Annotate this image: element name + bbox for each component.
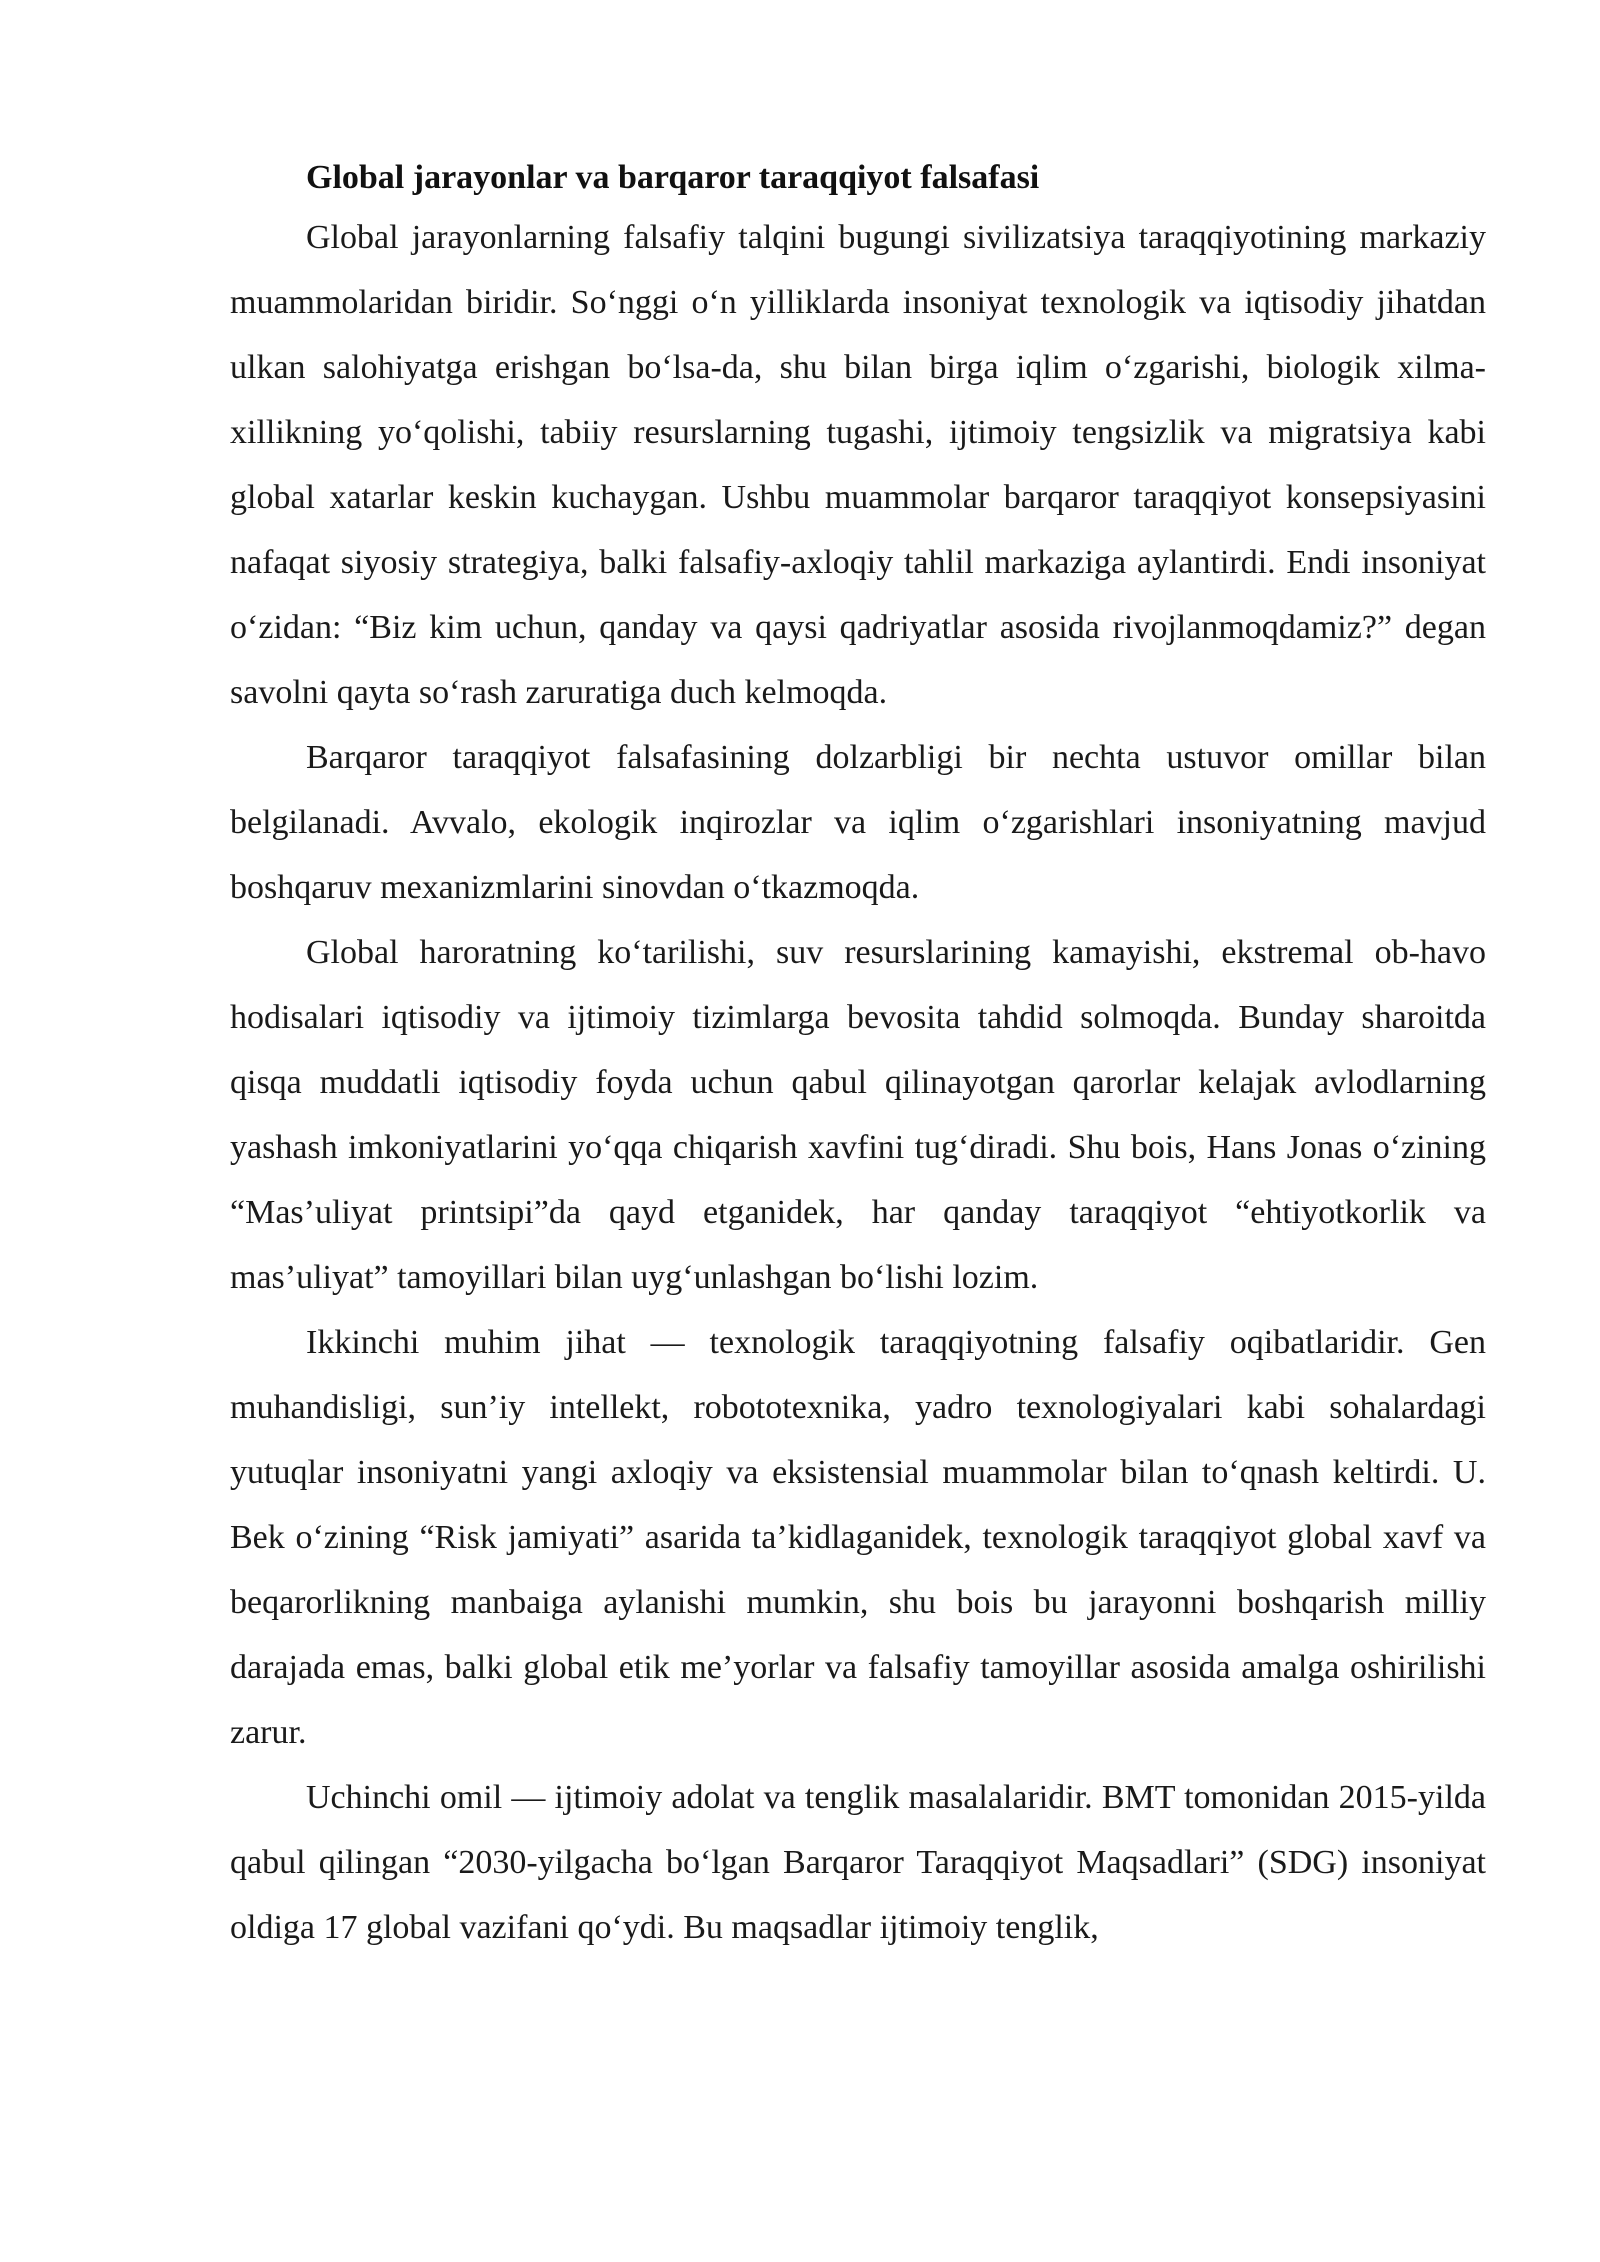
section-heading: Global jarayonlar va barqaror taraqqiyot falsafasi (306, 159, 1040, 196)
document-body (230, 150, 1486, 1960)
paragraph-intro: Global jarayonlarning falsafiy talqini bugungi sivilizatsiya taraqqiyotining markaziy muammolaridan biridir. So‘nggi o‘n yilliklarda insoniyat texnologik va iqtisodiy jihatdan ulkan salohiyatga erishgan bo‘lsa-da, shu bilan birga iqlim o‘zgarishi, biologik xilma-xillikning yo‘qolishi, tabiiy resurslarning tugashi, ijtimoiy tengsizlik va migratsiya kabi global xatarlar keskin kuchaygan. Ushbu muammolar barqaror taraqqiyot konsepsiyasini nafaqat siyosiy strategiya, balki falsafiy-axloqiy tahlil markaziga aylantirdi. Endi insoniyat o‘zidan: “Biz kim uchun, qanday va qaysi qadriyatlar asosida rivojlanmoqdamiz?” degan savolni qayta so‘rash zaruratiga duch kelmoqda. (230, 219, 1486, 711)
paragraph-relevance: Barqaror taraqqiyot falsafasining dolzarbligi bir nechta ustuvor omillar bilan belgilanadi. Avvalo, ekologik inqirozlar va iqlim o‘zgarishlari insoniyatning mavjud boshqaruv mexanizmlarini sinovdan o‘tkazmoqda. (230, 739, 1486, 906)
paragraph-social-justice: Uchinchi omil — ijtimoiy adolat va tenglik masalalaridir. BMT tomonidan 2015-yilda qabul qilingan “2030-yilgacha bo‘lgan Barqaror Taraqqiyot Maqsadlari” (SDG) insoniyat oldiga 17 global vazifani qo‘ydi. Bu maqsadlar ijtimoiy tenglik, (230, 1779, 1486, 1946)
paragraph-technology: Ikkinchi muhim jihat — texnologik taraqqiyotning falsafiy oqibatlaridir. Gen muhandisligi, sun’iy intellekt, robototexnika, yadro texnologiyalari kabi sohalardagi yutuqlar insoniyatni yangi axloqiy va eksistensial muammolar bilan to‘qnash keltirdi. U. Bek o‘zining “Risk jamiyati” asarida ta’kidlaganidek, texnologik taraqqiyot global xavf va beqarorlikning manbaiga aylanishi mumkin, shu bois bu jarayonni boshqarish milliy darajada emas, balki global etik me’yorlar va falsafiy tamoyillar asosida amalga oshirilishi zarur. (230, 1324, 1486, 1751)
paragraph-climate: Global haroratning ko‘tarilishi, suv resurslarining kamayishi, ekstremal ob-havo hodisalari iqtisodiy va ijtimoiy tizimlarga bevosita tahdid solmoqda. Bunday sharoitda qisqa muddatli iqtisodiy foyda uchun qabul qilinayotgan qarorlar kelajak avlodlarning yashash imkoniyatlarini yo‘qqa chiqarish xavfini tug‘diradi. Shu bois, Hans Jonas o‘zining “Mas’uliyat printsipi”da qayd etganidek, har qanday taraqqiyot “ehtiyotkorlik va mas’uliyat” tamoyillari bilan uyg‘unlashgan bo‘lishi lozim. (230, 934, 1486, 1296)
